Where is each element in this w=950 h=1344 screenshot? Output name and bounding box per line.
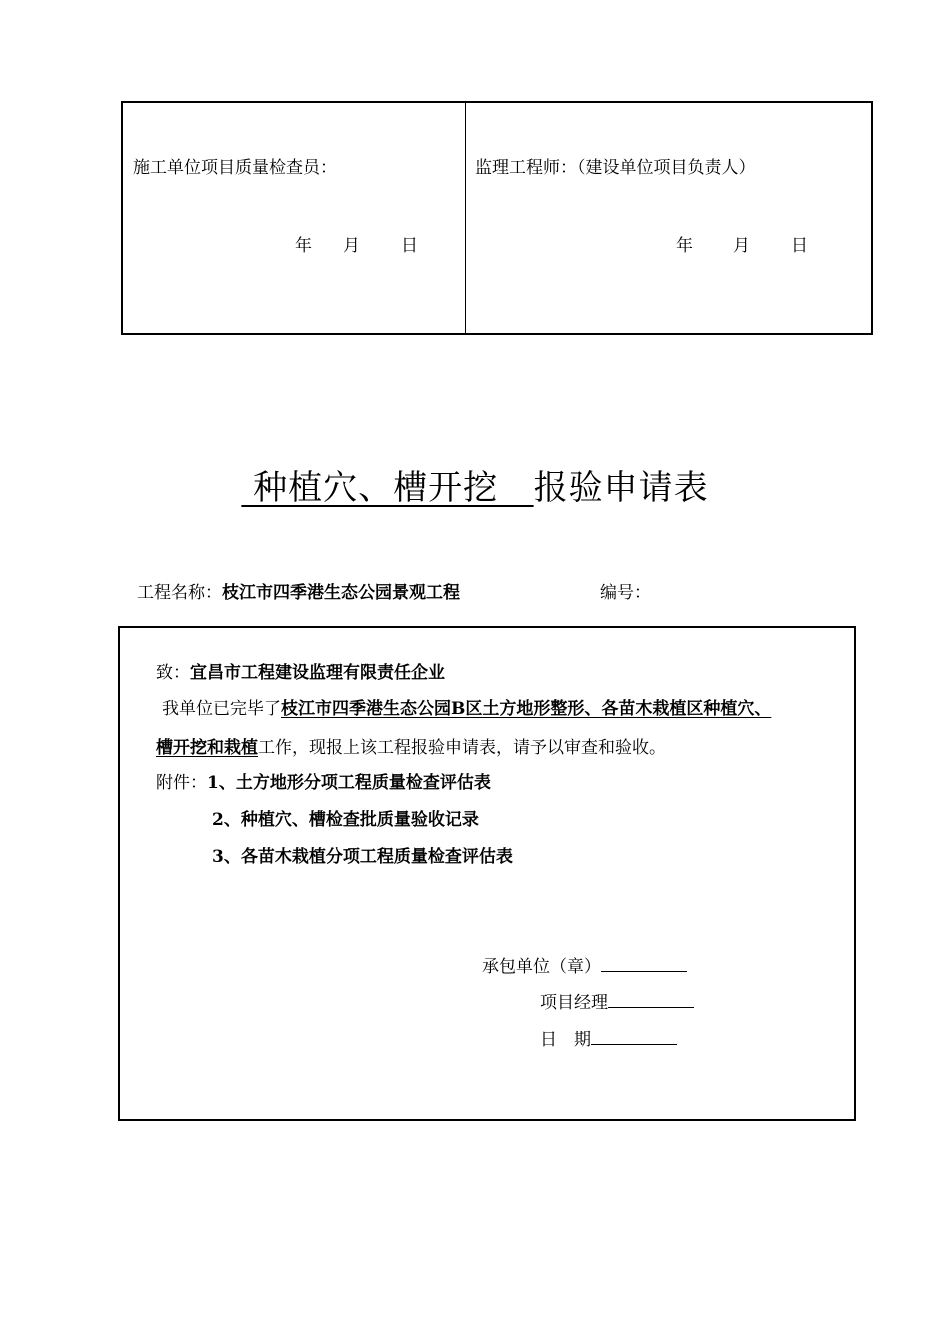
quality-inspector-label: 施工单位项目质量检查员： — [133, 158, 337, 178]
attachment-item: 2、种植穴、槽检查批质量验收记录 — [212, 810, 479, 830]
addressee-value: 宜昌市工程建设监理有限责任企业 — [190, 663, 445, 683]
date-month-label: 月 — [343, 236, 360, 256]
date-day-label: 日 — [401, 236, 418, 256]
attachment-item: 1、土方地形分项工程质量检查评估表 — [207, 773, 491, 793]
project-name-line — [137, 578, 460, 603]
date-day-label: 日 — [791, 236, 808, 256]
attachments-label: 附件： — [156, 773, 207, 793]
attachment-item: 3、各苗木栽植分项工程质量检查评估表 — [212, 847, 513, 867]
addressee-label: 致： — [156, 663, 190, 683]
date-year-label: 年 — [295, 236, 312, 256]
body-rest: 工作，现报上该工程报验申请表，请予以审查和验收。 — [258, 738, 666, 758]
contractor-signature-blank[interactable] — [601, 953, 687, 972]
quality-inspector-cell — [123, 103, 466, 333]
project-manager-label: 项目经理 — [540, 993, 608, 1013]
addressee-line — [156, 658, 445, 683]
date-year-label: 年 — [676, 236, 693, 256]
contractor-line — [482, 952, 687, 977]
signature-table — [121, 101, 873, 335]
completed-work-part2: 槽开挖和栽植 — [156, 738, 258, 758]
project-name-label: 工程名称： — [137, 583, 222, 603]
body-line-2 — [156, 733, 666, 758]
form-title-underlined: 种植穴、槽开挖 — [241, 468, 534, 508]
project-name-value: 枝江市四季港生态公园景观工程 — [222, 583, 460, 603]
date-blank[interactable] — [591, 1026, 677, 1045]
date-label: 日 期 — [540, 1030, 591, 1050]
supervisor-cell — [466, 103, 871, 333]
project-manager-blank[interactable] — [608, 989, 694, 1008]
body-line-1 — [162, 694, 771, 719]
code-label: 编号： — [600, 583, 651, 603]
manager-line — [540, 988, 694, 1013]
contractor-label: 承包单位（章） — [482, 957, 601, 977]
date-line — [540, 1025, 677, 1050]
supervisor-label: 监理工程师：（建设单位项目负责人） — [475, 158, 756, 178]
form-title — [0, 460, 950, 509]
body-intro: 我单位已完毕了 — [162, 699, 281, 719]
completed-work-part1: 枝江市四季港生态公园B区土方地形整形、各苗木栽植区种植穴、 — [281, 699, 772, 719]
form-title-rest: 报验申请表 — [533, 468, 709, 508]
attachments-line — [156, 768, 491, 793]
application-box — [118, 626, 856, 1121]
date-month-label: 月 — [733, 236, 750, 256]
